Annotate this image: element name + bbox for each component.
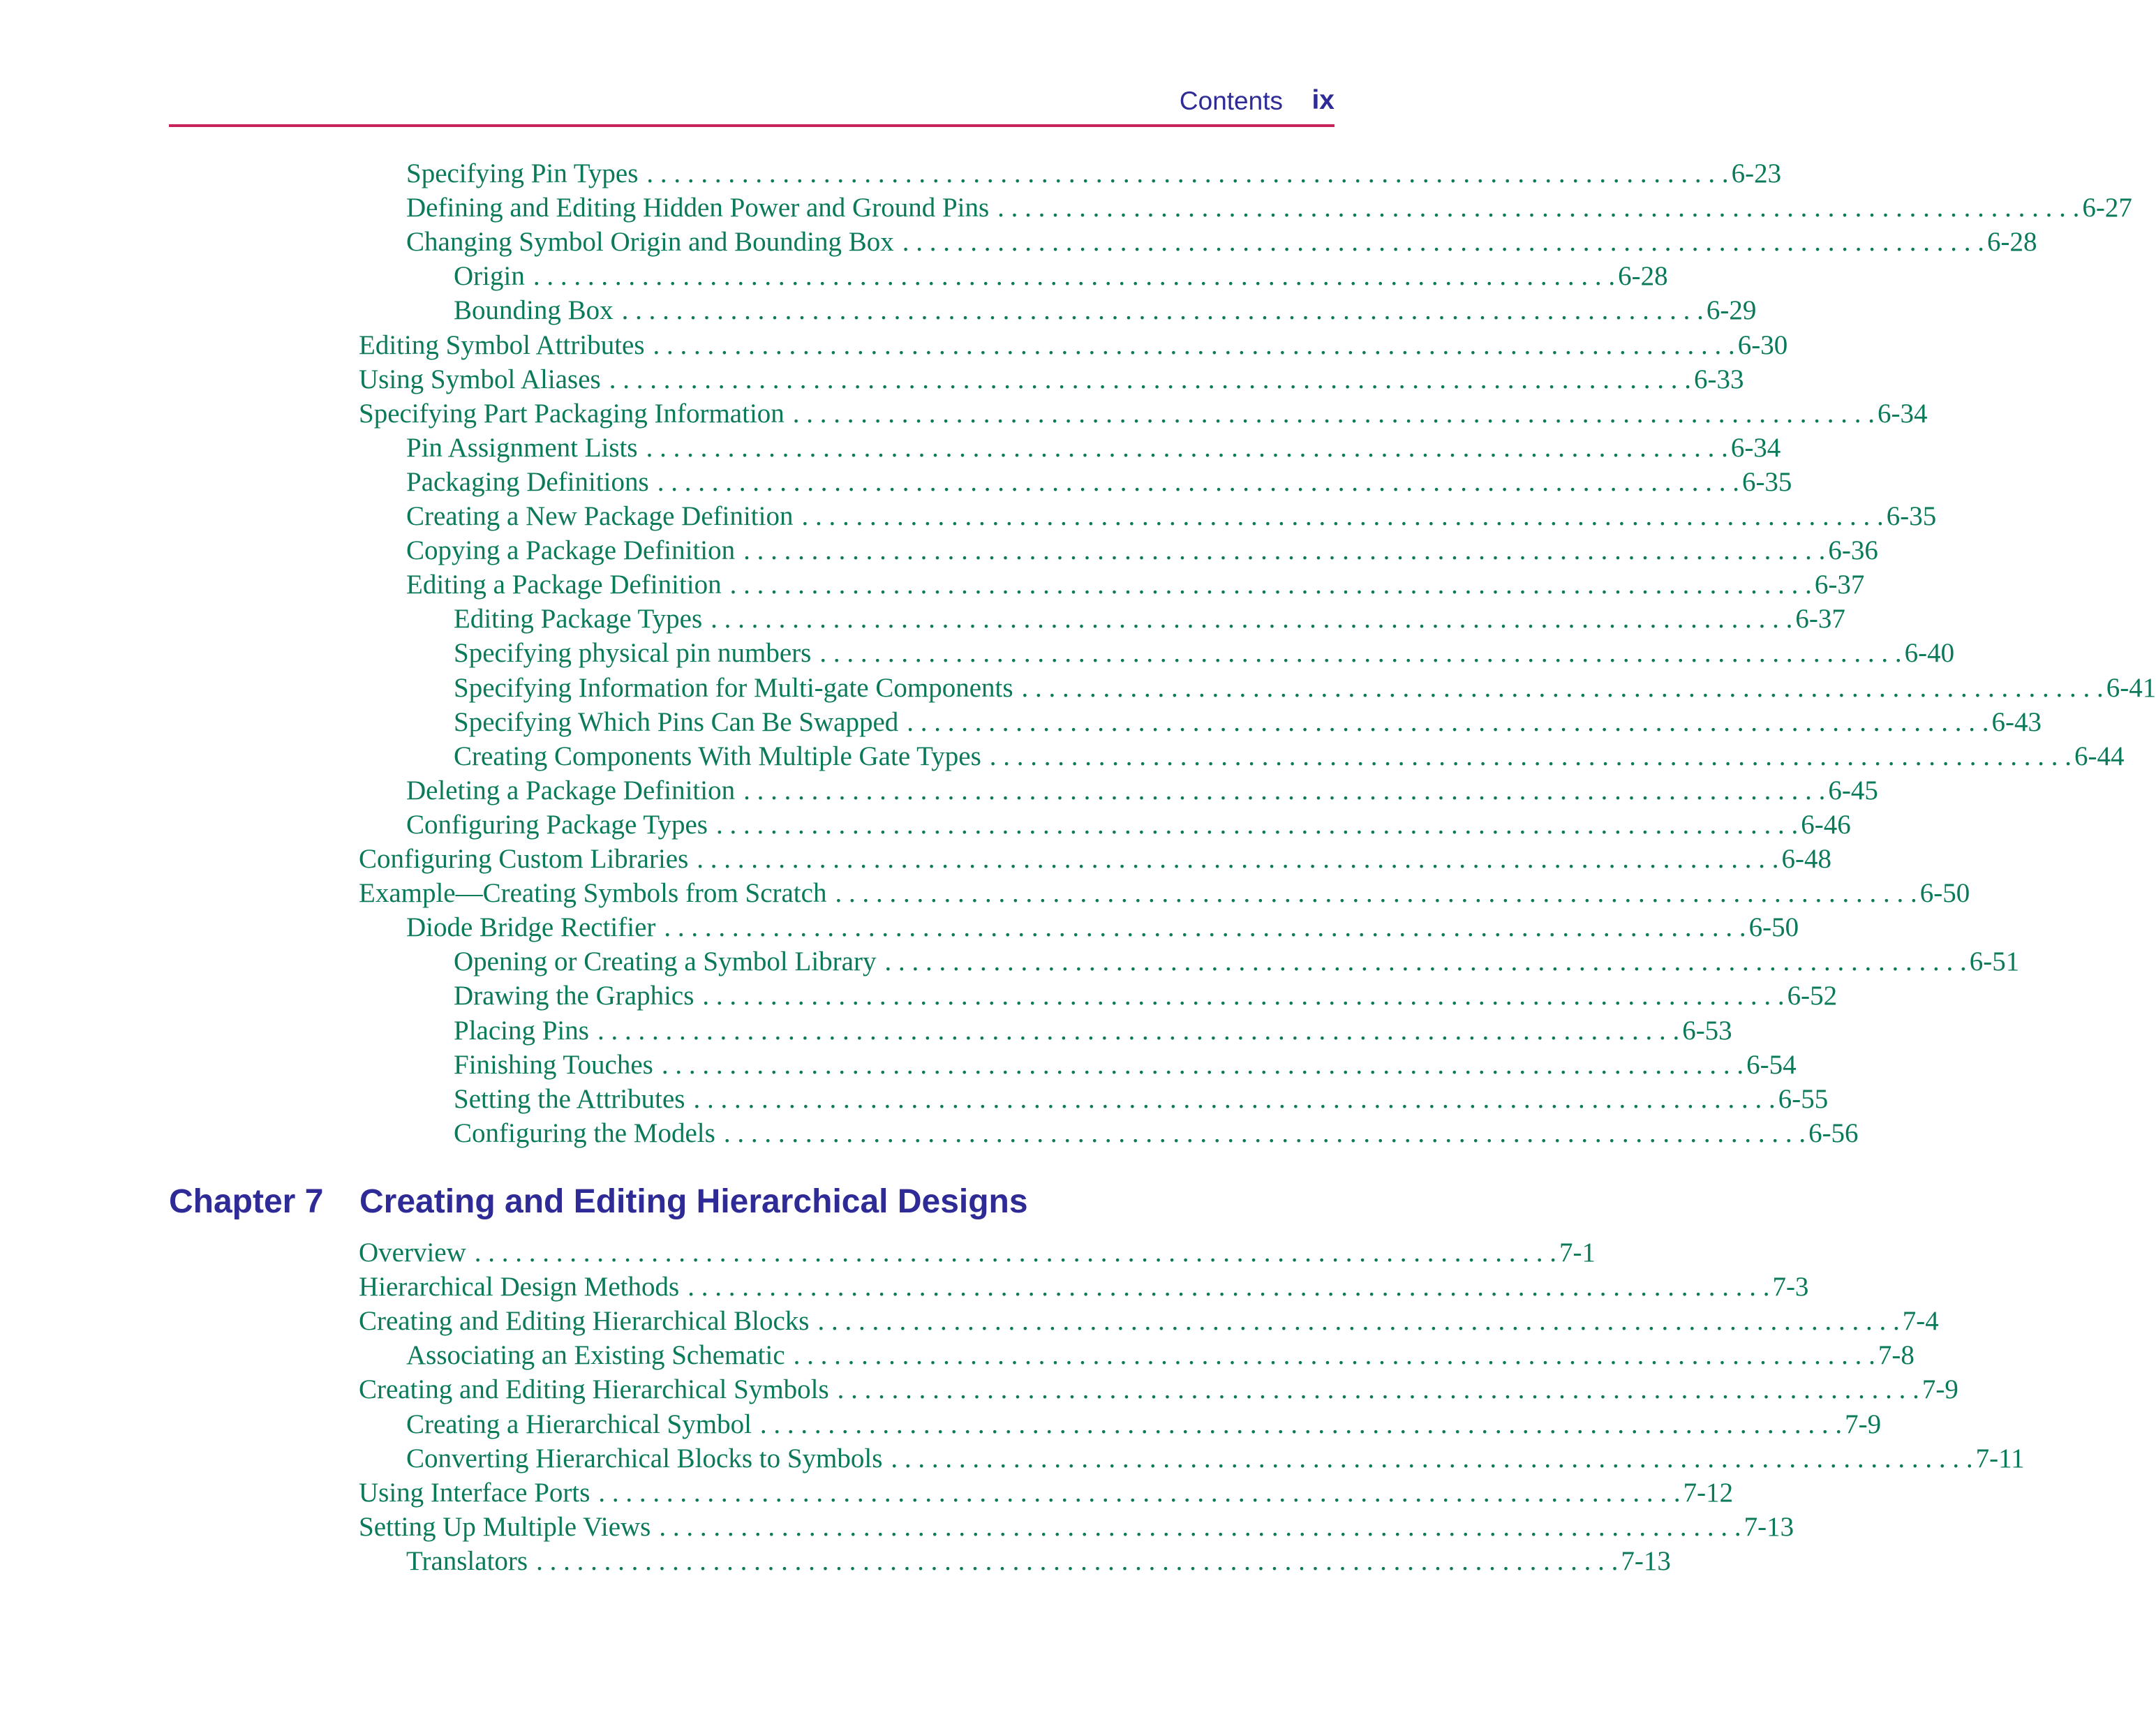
toc-dot-leader: . . . . . . . . . . . . . . . . . . . . . . . . . . . . . . . . . . . . . . . . . . . . . . . . . . . . . . . . . . . . . . . . . . . . . . . . . . . . . . . . <box>657 466 1739 497</box>
toc-entry[interactable] <box>454 672 2156 706</box>
toc-entry[interactable] <box>406 158 1782 192</box>
toc-entry-title: Hierarchical Design Methods <box>359 1272 680 1302</box>
toc-dot-leader: . . . . . . . . . . . . . . . . . . . . . . . . . . . . . . . . . . . . . . . . . . . . . . . . . . . . . . . . . . . . . . . . . . . . . . . . . . . . . . . . <box>723 1118 1806 1148</box>
toc-entry-page: 6-33 <box>1693 364 1744 394</box>
toc-entry-page: 6-28 <box>1618 261 1668 292</box>
toc-entry-title: Specifying Pin Types <box>406 158 639 188</box>
toc-entry-title: Opening or Creating a Symbol Library <box>454 946 877 977</box>
toc-entry-title: Translators <box>406 1545 528 1576</box>
toc-entry[interactable] <box>406 912 1799 946</box>
toc-dot-leader: . . . . . . . . . . . . . . . . . . . . . . . . . . . . . . . . . . . . . . . . . . . . . . . . . . . . . . . . . . . . . . . . . . . . . . . . . . . . . . . . <box>693 1083 1776 1114</box>
toc-entry[interactable] <box>359 1374 1958 1408</box>
toc-dot-leader: . . . . . . . . . . . . . . . . . . . . . . . . . . . . . . . . . . . . . . . . . . . . . . . . . . . . . . . . . . . . . . . . . . . . . . . . . . . . . . . . <box>702 981 1785 1011</box>
toc-entry-title: Packaging Definitions <box>406 466 649 497</box>
toc-entry-page: 7-3 <box>1772 1272 1809 1302</box>
toc-dot-leader: . . . . . . . . . . . . . . . . . . . . . . . . . . . . . . . . . . . . . . . . . . . . . . . . . . . . . . . . . . . . . . . . . . . . . . . . . . . . . . . . <box>715 809 1799 840</box>
toc-entry[interactable] <box>406 1409 1882 1443</box>
toc-entry-page: 6-43 <box>1991 706 2042 737</box>
toc-entry-title: Creating Components With Multiple Gate Types <box>454 741 981 771</box>
toc-entry[interactable] <box>406 1339 1915 1374</box>
toc-entry-page: 7-9 <box>1921 1374 1958 1405</box>
toc-entry[interactable] <box>454 1083 1829 1118</box>
toc-entry[interactable] <box>406 500 1937 535</box>
toc-entry[interactable] <box>359 364 1744 398</box>
toc-entry[interactable] <box>454 1049 1797 1083</box>
toc-dot-leader: . . . . . . . . . . . . . . . . . . . . . . . . . . . . . . . . . . . . . . . . . . . . . . . . . . . . . . . . . . . . . . . . . . . . . . . . . . . . . . . . <box>474 1238 1557 1268</box>
toc-entry-page: 7-13 <box>1744 1511 1794 1542</box>
toc-entry[interactable] <box>454 946 2020 980</box>
toc-entry[interactable] <box>359 1511 1794 1545</box>
toc-entry-title: Overview <box>359 1238 466 1268</box>
toc-entry-title: Origin <box>454 261 525 292</box>
toc-entry-title: Using Symbol Aliases <box>359 364 601 394</box>
toc-entry[interactable] <box>359 398 1928 432</box>
toc-entry-title: Creating and Editing Hierarchical Symbols <box>359 1374 829 1405</box>
toc-dot-leader: . . . . . . . . . . . . . . . . . . . . . . . . . . . . . . . . . . . . . . . . . . . . . . . . . . . . . . . . . . . . . . . . . . . . . . . . . . . . . . . . <box>835 878 1917 909</box>
toc-entry-page: 7-9 <box>1845 1409 1882 1439</box>
toc-entry-title: Creating a New Package Definition <box>406 501 794 531</box>
toc-entry[interactable] <box>454 603 1845 637</box>
toc-entry[interactable] <box>359 1271 1809 1305</box>
toc-entry-title: Deleting a Package Definition <box>406 775 736 805</box>
toc-entry-page: 6-51 <box>1969 946 2020 977</box>
toc-entry-title: Editing Symbol Attributes <box>359 329 645 360</box>
toc-entry[interactable] <box>454 706 2042 741</box>
toc-entry-title: Bounding Box <box>454 295 614 326</box>
toc-entry-page: 7-8 <box>1878 1340 1915 1371</box>
toc-entry-title: Specifying Part Packaging Information <box>359 398 785 429</box>
toc-dot-leader: . . . . . . . . . . . . . . . . . . . . . . . . . . . . . . . . . . . . . . . . . . . . . . . . . . . . . . . . . . . . . . . . . . . . . . . . . . . . . . . . <box>536 1545 1619 1576</box>
toc-entry-page: 6-37 <box>1814 570 1865 600</box>
toc-dot-leader: . . . . . . . . . . . . . . . . . . . . . . . . . . . . . . . . . . . . . . . . . . . . . . . . . . . . . . . . . . . . . . . . . . . . . . . . . . . . . . . . <box>646 432 1728 463</box>
toc-entry-page: 6-23 <box>1731 158 1782 188</box>
toc-dot-leader: . . . . . . . . . . . . . . . . . . . . . . . . . . . . . . . . . . . . . . . . . . . . . . . . . . . . . . . . . . . . . . . . . . . . . . . . . . . . . . . . <box>653 329 1735 360</box>
toc-dot-leader: . . . . . . . . . . . . . . . . . . . . . . . . . . . . . . . . . . . . . . . . . . . . . . . . . . . . . . . . . . . . . . . . . . . . . . . . . . . . . . . . <box>598 1477 1681 1508</box>
toc-entry-title: Diode Bridge Rectifier <box>406 912 656 943</box>
toc-dot-leader: . . . . . . . . . . . . . . . . . . . . . . . . . . . . . . . . . . . . . . . . . . . . . . . . . . . . . . . . . . . . . . . . . . . . . . . . . . . . . . . . <box>659 1511 1741 1542</box>
toc-entry-page: 7-13 <box>1621 1545 1671 1576</box>
chapter-number: Chapter 7 <box>169 1183 324 1220</box>
toc-entry-title: Editing Package Types <box>454 604 703 634</box>
toc-entry-page: 6-41 <box>2106 672 2156 703</box>
toc-entry[interactable] <box>454 260 1668 295</box>
toc-entry-page: 6-34 <box>1730 432 1781 463</box>
toc-dot-leader: . . . . . . . . . . . . . . . . . . . . . . . . . . . . . . . . . . . . . . . . . . . . . . . . . . . . . . . . . . . . . . . . . . . . . . . . . . . . . . . . <box>646 158 1729 188</box>
toc-dot-leader: . . . . . . . . . . . . . . . . . . . . . . . . . . . . . . . . . . . . . . . . . . . . . . . . . . . . . . . . . . . . . . . . . . . . . . . . . . . . . . . . <box>729 570 1812 600</box>
toc-entry-title: Creating a Hierarchical Symbol <box>406 1409 752 1439</box>
toc-entry-page: 6-56 <box>1808 1118 1859 1148</box>
toc-entry-title: Using Interface Ports <box>359 1477 590 1508</box>
toc-entry-title: Configuring Custom Libraries <box>359 844 689 874</box>
toc-entry[interactable] <box>406 226 2037 260</box>
toc-entry-page: 6-44 <box>2074 741 2125 771</box>
chapter-title: Creating and Editing Hierarchical Designs <box>359 1183 1028 1220</box>
toc-dot-leader: . . . . . . . . . . . . . . . . . . . . . . . . . . . . . . . . . . . . . . . . . . . . . . . . . . . . . . . . . . . . . . . . . . . . . . . . . . . . . . . . <box>687 1272 1770 1302</box>
toc-entry[interactable] <box>359 1305 1939 1339</box>
toc-entry-title: Creating and Editing Hierarchical Blocks <box>359 1306 810 1337</box>
toc-entry-page: 6-50 <box>1748 912 1799 943</box>
toc-dot-leader: . . . . . . . . . . . . . . . . . . . . . . . . . . . . . . . . . . . . . . . . . . . . . . . . . . . . . . . . . . . . . . . . . . . . . . . . . . . . . . . . <box>801 501 1884 531</box>
toc-dot-leader: . . . . . . . . . . . . . . . . . . . . . . . . . . . . . . . . . . . . . . . . . . . . . . . . . . . . . . . . . . . . . . . . . . . . . . . . . . . . . . . . <box>997 193 2080 223</box>
toc-entry[interactable] <box>359 1237 1596 1271</box>
toc-entry-title: Specifying Information for Multi-gate Components <box>454 672 1013 703</box>
toc-entry-title: Setting the Attributes <box>454 1083 685 1114</box>
toc-entry[interactable] <box>406 775 1878 809</box>
toc-entry[interactable] <box>454 295 1757 329</box>
toc-dot-leader: . . . . . . . . . . . . . . . . . . . . . . . . . . . . . . . . . . . . . . . . . . . . . . . . . . . . . . . . . . . . . . . . . . . . . . . . . . . . . . . . <box>837 1374 1919 1405</box>
toc-entry-title: Converting Hierarchical Blocks to Symbols <box>406 1443 883 1473</box>
toc-entry-title: Editing a Package Definition <box>406 570 722 600</box>
toc-dot-leader: . . . . . . . . . . . . . . . . . . . . . . . . . . . . . . . . . . . . . . . . . . . . . . . . . . . . . . . . . . . . . . . . . . . . . . . . . . . . . . . . <box>819 638 1902 669</box>
toc-entry-title: Placing Pins <box>454 1015 589 1046</box>
toc-entry-page: 6-30 <box>1737 329 1788 360</box>
toc-dot-leader: . . . . . . . . . . . . . . . . . . . . . . . . . . . . . . . . . . . . . . . . . . . . . . . . . . . . . . . . . . . . . . . . . . . . . . . . . . . . . . . . <box>1021 672 2104 703</box>
toc-entry[interactable] <box>406 432 1781 466</box>
toc-dot-leader: . . . . . . . . . . . . . . . . . . . . . . . . . . . . . . . . . . . . . . . . . . . . . . . . . . . . . . . . . . . . . . . . . . . . . . . . . . . . . . . . <box>792 398 1875 429</box>
toc-entry-page: 7-11 <box>1975 1443 2025 1473</box>
header-section-title: Contents <box>1179 87 1283 115</box>
toc-entry-title: Configuring the Models <box>454 1118 715 1148</box>
toc-entry-title: Specifying physical pin numbers <box>454 638 812 669</box>
toc-entry-page: 6-27 <box>2082 193 2132 223</box>
toc-entry[interactable] <box>359 877 1970 912</box>
toc-entry-title: Copying a Package Definition <box>406 535 736 566</box>
toc-entry[interactable] <box>406 809 1851 843</box>
toc-entry[interactable] <box>359 329 1788 364</box>
toc-dot-leader: . . . . . . . . . . . . . . . . . . . . . . . . . . . . . . . . . . . . . . . . . . . . . . . . . . . . . . . . . . . . . . . . . . . . . . . . . . . . . . . . <box>793 1340 1875 1371</box>
toc-dot-leader: . . . . . . . . . . . . . . . . . . . . . . . . . . . . . . . . . . . . . . . . . . . . . . . . . . . . . . . . . . . . . . . . . . . . . . . . . . . . . . . . <box>711 604 1793 634</box>
toc-entry-page: 6-35 <box>1741 466 1792 497</box>
toc-dot-leader: . . . . . . . . . . . . . . . . . . . . . . . . . . . . . . . . . . . . . . . . . . . . . . . . . . . . . . . . . . . . . . . . . . . . . . . . . . . . . . . . <box>817 1306 1900 1337</box>
toc-dot-leader: . . . . . . . . . . . . . . . . . . . . . . . . . . . . . . . . . . . . . . . . . . . . . . . . . . . . . . . . . . . . . . . . . . . . . . . . . . . . . . . . <box>664 912 1746 943</box>
toc-entry[interactable] <box>454 741 2125 775</box>
toc-entry[interactable] <box>359 1477 1734 1511</box>
toc-entry-page: 6-36 <box>1828 535 1878 566</box>
toc-entry-page: 6-54 <box>1746 1049 1797 1080</box>
toc-entry-page: 6-28 <box>1987 227 2037 258</box>
toc-entry-page: 6-46 <box>1801 809 1851 840</box>
toc-entry-title: Example—Creating Symbols from Scratch <box>359 878 827 909</box>
toc-dot-leader: . . . . . . . . . . . . . . . . . . . . . . . . . . . . . . . . . . . . . . . . . . . . . . . . . . . . . . . . . . . . . . . . . . . . . . . . . . . . . . . . <box>597 1015 1680 1046</box>
toc-entry-page: 6-55 <box>1778 1083 1829 1114</box>
toc-entry[interactable] <box>406 535 1878 569</box>
toc-dot-leader: . . . . . . . . . . . . . . . . . . . . . . . . . . . . . . . . . . . . . . . . . . . . . . . . . . . . . . . . . . . . . . . . . . . . . . . . . . . . . . . . <box>697 844 1779 874</box>
page-header <box>169 77 1335 127</box>
toc-entry[interactable] <box>406 192 2132 226</box>
toc-dot-leader: . . . . . . . . . . . . . . . . . . . . . . . . . . . . . . . . . . . . . . . . . . . . . . . . . . . . . . . . . . . . . . . . . . . . . . . . . . . . . . . . <box>989 741 2072 771</box>
toc-entry-page: 7-4 <box>1902 1306 1939 1337</box>
toc-entry[interactable] <box>454 1015 1732 1049</box>
toc-dot-leader: . . . . . . . . . . . . . . . . . . . . . . . . . . . . . . . . . . . . . . . . . . . . . . . . . . . . . . . . . . . . . . . . . . . . . . . . . . . . . . . . <box>884 946 1967 977</box>
toc-entry-page: 6-45 <box>1828 775 1878 805</box>
toc-entry-title: Pin Assignment Lists <box>406 432 638 463</box>
toc-dot-leader: . . . . . . . . . . . . . . . . . . . . . . . . . . . . . . . . . . . . . . . . . . . . . . . . . . . . . . . . . . . . . . . . . . . . . . . . . . . . . . . . <box>609 364 1691 394</box>
toc-dot-leader: . . . . . . . . . . . . . . . . . . . . . . . . . . . . . . . . . . . . . . . . . . . . . . . . . . . . . . . . . . . . . . . . . . . . . . . . . . . . . . . . <box>743 775 1826 805</box>
toc-entry-title: Specifying Which Pins Can Be Swapped <box>454 706 899 737</box>
toc-dot-leader: . . . . . . . . . . . . . . . . . . . . . . . . . . . . . . . . . . . . . . . . . . . . . . . . . . . . . . . . . . . . . . . . . . . . . . . . . . . . . . . . <box>902 227 1985 258</box>
toc-entry-page: 6-40 <box>1904 638 1955 669</box>
toc-entry-title: Finishing Touches <box>454 1049 653 1080</box>
toc-entry-page: 6-34 <box>1878 398 1928 429</box>
toc-entry-page: 6-50 <box>1919 878 1970 909</box>
toc-entry[interactable] <box>454 1118 1859 1152</box>
toc-dot-leader: . . . . . . . . . . . . . . . . . . . . . . . . . . . . . . . . . . . . . . . . . . . . . . . . . . . . . . . . . . . . . . . . . . . . . . . . . . . . . . . . <box>743 535 1826 566</box>
toc-entry[interactable] <box>359 843 1832 877</box>
toc-dot-leader: . . . . . . . . . . . . . . . . . . . . . . . . . . . . . . . . . . . . . . . . . . . . . . . . . . . . . . . . . . . . . . . . . . . . . . . . . . . . . . . . <box>533 261 1616 292</box>
toc-entry-page: 7-12 <box>1683 1477 1734 1508</box>
toc-entry-title: Drawing the Graphics <box>454 981 694 1011</box>
toc-entry-page: 6-35 <box>1886 501 1937 531</box>
toc-entry-title: Configuring Package Types <box>406 809 708 840</box>
toc-entry-title: Setting Up Multiple Views <box>359 1511 651 1542</box>
header-page-number: ix <box>1311 85 1335 115</box>
toc-entry-page: 7-1 <box>1559 1238 1596 1268</box>
toc-entry[interactable] <box>454 637 1955 671</box>
toc-entry-page: 6-53 <box>1682 1015 1732 1046</box>
toc-dot-leader: . . . . . . . . . . . . . . . . . . . . . . . . . . . . . . . . . . . . . . . . . . . . . . . . . . . . . . . . . . . . . . . . . . . . . . . . . . . . . . . . <box>621 295 1704 326</box>
toc-entry-page: 6-48 <box>1781 844 1832 874</box>
toc-entry-page: 6-29 <box>1706 295 1757 326</box>
toc-entry-title: Associating an Existing Schematic <box>406 1340 785 1371</box>
toc-entry-page: 6-52 <box>1787 981 1838 1011</box>
toc-entry[interactable] <box>406 1443 2025 1477</box>
toc-dot-leader: . . . . . . . . . . . . . . . . . . . . . . . . . . . . . . . . . . . . . . . . . . . . . . . . . . . . . . . . . . . . . . . . . . . . . . . . . . . . . . . . <box>759 1409 1843 1439</box>
toc-entry-page: 6-37 <box>1795 604 1845 634</box>
toc-entry[interactable] <box>406 569 1865 603</box>
toc-dot-leader: . . . . . . . . . . . . . . . . . . . . . . . . . . . . . . . . . . . . . . . . . . . . . . . . . . . . . . . . . . . . . . . . . . . . . . . . . . . . . . . . <box>661 1049 1744 1080</box>
toc-entry[interactable] <box>406 1545 1671 1580</box>
toc-dot-leader: . . . . . . . . . . . . . . . . . . . . . . . . . . . . . . . . . . . . . . . . . . . . . . . . . . . . . . . . . . . . . . . . . . . . . . . . . . . . . . . . <box>907 706 1989 737</box>
toc-entry[interactable] <box>454 980 1838 1014</box>
toc-entry[interactable] <box>406 466 1792 500</box>
toc-dot-leader: . . . . . . . . . . . . . . . . . . . . . . . . . . . . . . . . . . . . . . . . . . . . . . . . . . . . . . . . . . . . . . . . . . . . . . . . . . . . . . . . <box>891 1443 1973 1473</box>
toc-entry-title: Changing Symbol Origin and Bounding Box <box>406 227 894 258</box>
toc-entry-title: Defining and Editing Hidden Power and Ground Pins <box>406 193 990 223</box>
